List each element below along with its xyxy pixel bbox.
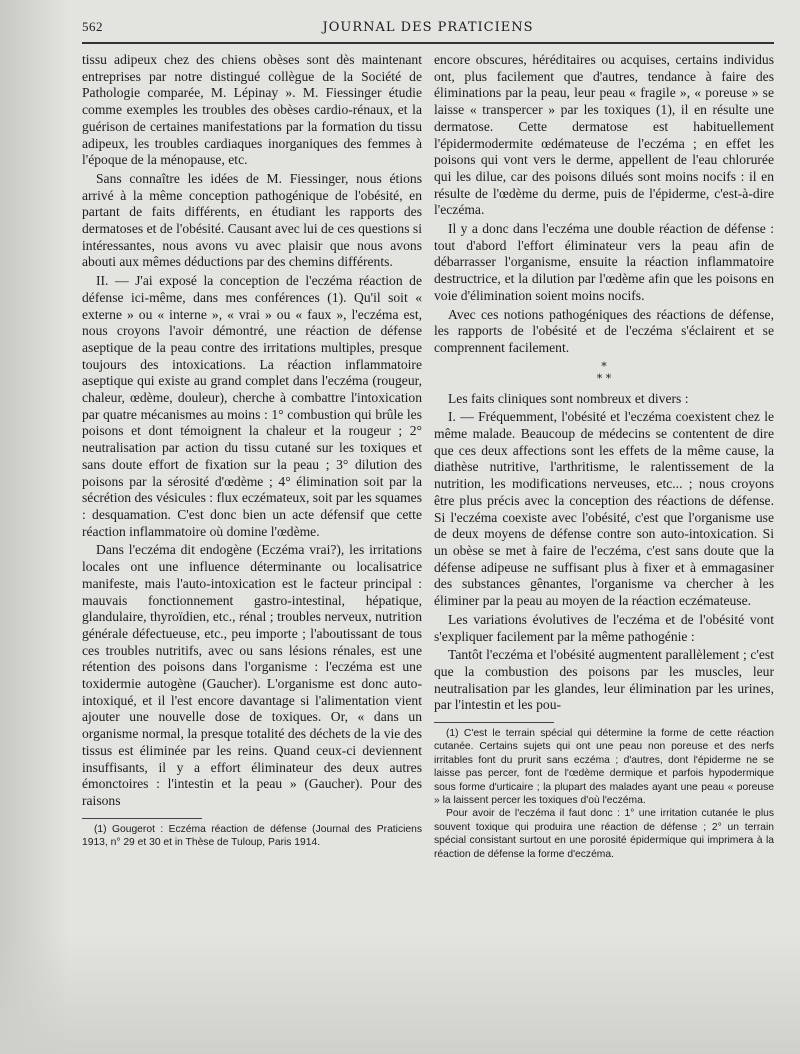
paragraph: I. — Fréquemment, l'obésité et l'eczéma coexistent chez le même malade. Beaucoup de médecins se contentent de dire que ces deux affections sont les effets de la même cause, la diathèse nutritive, l'arthritisme, le ralentissement de la nutrition, les modifications nerveuses, etc... ; nous croyons être plus précis avec la conception des réactions de défense. Si l'eczéma coexiste avec l'obésité, c'est que l'organisme use de deux moyens de défense contre son auto-intoxication. Si un obèse se met à faire de l'eczéma, c'est sans doute que la défense adipeuse ne suffisant plus à fixer et à emmagasiner des substances gênantes, l'organisme va chercher à les éliminer par la peau au moyen de la réaction eczémateuse. — [434, 409, 774, 609]
section-separator-stars: * * * — [596, 359, 612, 385]
left-column — [82, 52, 422, 861]
two-column-body — [82, 52, 774, 861]
footnotes — [434, 727, 774, 861]
footnote: Pour avoir de l'eczéma il faut donc : 1° une irritation cutanée le plus souvent toxique qui produira une réaction de défense ; 2° un terrain spécial consistant surtout en une porosité épidermique qui imprimera à la réaction de défense la forme d'eczéma. — [434, 808, 774, 860]
footnotes — [82, 823, 422, 850]
paragraph: Les faits cliniques sont nombreux et divers : — [448, 390, 689, 406]
footnote-rule — [434, 722, 554, 723]
paragraph: Sans connaître les idées de M. Fiessinger, nous étions arrivé à la même conception pathogénique de l'obésité, en partant de faits différents, en étudiant les rapports des dermatoses et de l'obésité. Causant avec lui de ces questions si intéressantes, nous avons vu avec plaisir que nous avons abouti aux mêmes déductions par des chemins différents. — [82, 170, 422, 270]
paragraph: Il y a donc dans l'eczéma une double réaction de défense : tout d'abord l'effort éliminateur vers la peau afin de débarrasser l'organisme, ensuite la réaction inflammatoire destructrice, et la dilution par l'œdème afin que les poisons en voie d'élimination soient moins nocifs. — [434, 221, 774, 303]
page-number: 562 — [82, 19, 103, 34]
paragraph: Tantôt l'eczéma et l'obésité augmentent parallèlement ; c'est que la combustion des poisons par les muscles, leur neutralisation par les glandes, leur élimination par les urines, par l'intestin et les pou- — [434, 647, 774, 713]
page-bottom-fade — [0, 934, 800, 1054]
page-header — [82, 14, 774, 40]
header-rule — [82, 42, 774, 44]
paragraph: tissu adipeux chez des chiens obèses sont dès maintenant entreprises par notre distingué collègue de la Société de Pathologie comparée, M. Lépinay ». M. Fiessinger étudie comme exemples les troubles des obèses cardio-rénaux, et la guérison de certaines manifestations par la formation du tissu adipeux, les troubles cardiaques inorganiques des femmes à l'époque de la ménopause, etc. — [82, 52, 422, 168]
footnote: (1) Gougerot : Eczéma réaction de défense (Journal des Praticiens 1913, n° 29 et 30 et in Thèse de Tuloup, Paris 1914. — [82, 823, 422, 849]
footnote: (1) C'est le terrain spécial qui détermine la forme de cette réaction cutanée. Certains sujets qui ont une peau non poreuse et des nerfs irritables font du prurit sans eczéma ; d'autres, dont l'épiderme ne se laisse pas percer, font de l'œdème dermique et parfois hypodermique sous forme d'urticaire ; la plupart des malades ayant une peau « poreuse » la laissent percer les toxiques d'où l'eczéma. — [434, 728, 774, 807]
paragraph: encore obscures, héréditaires ou acquises, certains individus ont, plus facilement que d'autres, tendance à faire des éliminations par la peau, leur peau « fragile », « poreuse » se laisse « transpercer » par les toxiques (1), il en résulte une dermatose. Cette dermatose est habituellement l'épidermodermite œdémateuse de l'eczéma ; en effet les poisons qui vont vers le derme, appellent de l'eau chlorurée qui les dilue, car des poisons dilués sont moins nocifs : il en résulte de l'œdème du derme, puis de l'épiderme, c'est-à-dire l'eczéma. — [434, 52, 774, 218]
journal-title: JOURNAL DES PRATICIENS — [322, 19, 534, 35]
paragraph: Avec ces notions pathogéniques des réactions de défense, les rapports de l'obésité et de l'eczéma s'éclairent et se comprennent facilement. — [434, 306, 774, 355]
right-column — [434, 52, 774, 861]
paragraph: Les variations évolutives de l'eczéma et de l'obésité vont s'expliquer facilement par la même pathogénie : — [434, 611, 774, 644]
footnote-rule — [82, 818, 202, 819]
paragraph: II. — J'ai exposé la conception de l'eczéma réaction de défense ici-même, dans mes conférences (1). Qu'il soit « externe » ou « interne », « vrai » ou « faux », l'eczéma est, nous croyons l'avoir démontré, une réaction de défense aseptique de la peau contre des irritations multiples, presque toujours des intoxications. La réaction inflammatoire aseptique qui existe au grand complet dans l'eczéma (rougeur, chaleur, œdème, douleur), cherche à combattre l'intoxication par quatre mécanismes au moins : 1° combustion qui brûle les poisons et dont témoignent la chaleur et la rougeur ; 2° neutralisation par action du tissu cutané sur les toxiques et sans doute effort de fixation sur la peau ; 3° dilution des poisons par la sérosité d'œdème ; 4° élimination soit par la sécrétion des vésicules : flux eczémateux, soit par les squames : desquamation. C'est donc bien un acte défensif que cette réaction inflammatoire où domine l'œdème. — [82, 273, 422, 539]
page-edge-shadow — [0, 0, 70, 1054]
paragraph: Dans l'eczéma dit endogène (Eczéma vrai?), les irritations locales ont une influence déterminante ou localisatrice manifeste, mais l'auto-intoxication est le facteur principal : mauvais fonctionnement gastro-intestinal, hépatique, glandulaire, thyroïdien, etc., rénal ; troubles nerveux, nutrition générale défectueuse, etc., peu importe ; l'aboutissant de tous ces troubles nutritifs, avec ou sans lésions rénales, est une rétention des poisons dans l'organisme : l'eczéma est une toxidermie autogène (Gaucher). L'organisme est donc auto-intoxiqué, et il l'est encore davantage si l'alimentation vient ajouter une nouvelle dose de toxiques. Or, « dans un organisme normal, la presque totalité des déchets de la vie des tissus est éliminée par les reins. Quand ceux-ci deviennent insuffisants, il y a effort éliminateur des deux autres émonctoires : l'intestin et la peau » (Gaucher). Pour des raisons — [82, 542, 422, 808]
